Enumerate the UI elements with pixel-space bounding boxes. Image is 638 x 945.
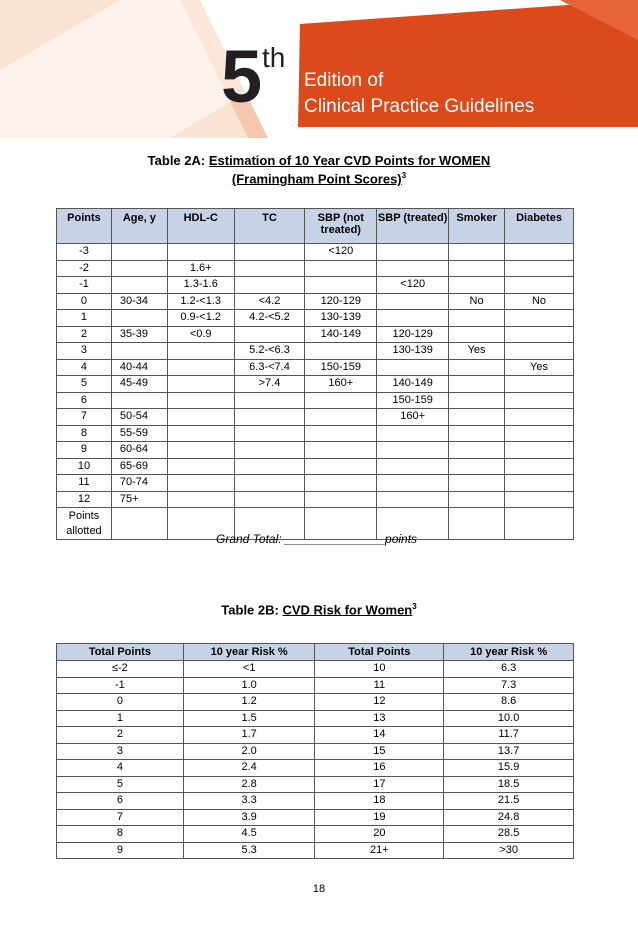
table-cell: -1 (57, 677, 184, 694)
table-row (57, 727, 574, 744)
table-cell (505, 442, 574, 459)
table-cell (505, 392, 574, 409)
table-cell (377, 244, 449, 261)
table-cell (377, 260, 449, 277)
col-header: Total Points (315, 644, 444, 661)
table-cell (305, 277, 377, 294)
table-cell (305, 442, 377, 459)
table-cell (234, 409, 305, 426)
table-cell: 50-54 (111, 409, 167, 426)
table-cell (234, 458, 305, 475)
table2b (56, 643, 574, 859)
table-cell: 11.7 (444, 727, 574, 744)
table-cell: 150-159 (377, 392, 449, 409)
table-row (57, 661, 574, 678)
table-cell: 12 (57, 491, 112, 508)
table-cell: 160+ (305, 376, 377, 393)
table-cell (167, 392, 234, 409)
table-cell: 45-49 (111, 376, 167, 393)
table-cell (167, 475, 234, 492)
table-cell: 8 (57, 425, 112, 442)
table-cell (234, 244, 305, 261)
table-row (57, 809, 574, 826)
table-row (57, 842, 574, 859)
table-cell: 40-44 (111, 359, 167, 376)
table-cell: 7 (57, 409, 112, 426)
table2b-title-main: CVD Risk for Women (282, 602, 413, 618)
table-row (57, 475, 574, 492)
table2a-title-sub: (Framingham Point Scores) (231, 171, 402, 187)
table-cell (111, 277, 167, 294)
table-cell (234, 491, 305, 508)
table-cell: 0.9-<1.2 (167, 310, 234, 327)
table-cell (505, 343, 574, 360)
table-cell (449, 277, 505, 294)
points-allotted-label: Points allotted (57, 508, 112, 540)
table-cell (111, 343, 167, 360)
table-cell (505, 244, 574, 261)
table-cell: 0 (57, 293, 112, 310)
table-cell: <4.2 (234, 293, 305, 310)
table-cell: 120-129 (305, 293, 377, 310)
table-cell (234, 326, 305, 343)
table2a (56, 208, 574, 540)
edition-number: 5 (221, 35, 261, 118)
col-header: TC (234, 209, 305, 244)
edition-line2: Clinical Practice Guidelines (304, 96, 535, 117)
table-cell (167, 359, 234, 376)
page-number: 18 (312, 883, 326, 895)
table-cell: 75+ (111, 491, 167, 508)
table-row (57, 442, 574, 459)
table-cell: 4 (57, 760, 184, 777)
table-cell: 3 (57, 743, 184, 760)
table2a-header-row (57, 209, 574, 244)
table-cell (305, 491, 377, 508)
table-cell (505, 475, 574, 492)
table-cell: 130-139 (305, 310, 377, 327)
table-cell: 70-74 (111, 475, 167, 492)
table-cell: 160+ (377, 409, 449, 426)
table-cell (377, 475, 449, 492)
table-row (57, 343, 574, 360)
table-cell: 9 (57, 842, 184, 859)
table-cell: 140-149 (377, 376, 449, 393)
edition-line1: Edition of (304, 70, 384, 91)
table-cell: 8.6 (444, 694, 574, 711)
table-cell (449, 458, 505, 475)
table-cell (111, 392, 167, 409)
table-cell (505, 458, 574, 475)
table-cell (505, 260, 574, 277)
table-cell (111, 508, 167, 540)
table-cell (449, 409, 505, 426)
table-cell: 1.5 (183, 710, 315, 727)
table-cell: <0.9 (167, 326, 234, 343)
table2b-header-row (57, 644, 574, 661)
table-cell: 60-64 (111, 442, 167, 459)
table-cell (505, 491, 574, 508)
table-row (57, 260, 574, 277)
table-cell: 1.6+ (167, 260, 234, 277)
table-cell (234, 442, 305, 459)
table-cell: 6 (57, 793, 184, 810)
col-header: HDL-C (167, 209, 234, 244)
table-cell: 3 (57, 343, 112, 360)
col-header: Points (57, 209, 112, 244)
table-cell: 120-129 (377, 326, 449, 343)
table-cell (305, 458, 377, 475)
table-cell: 1 (57, 310, 112, 327)
table-cell: 2 (57, 727, 184, 744)
table-cell (167, 409, 234, 426)
table-row (57, 694, 574, 711)
table-cell: 10.0 (444, 710, 574, 727)
table-cell: 6 (57, 392, 112, 409)
table-cell: 5.2-<6.3 (234, 343, 305, 360)
table-cell: 12 (315, 694, 444, 711)
table-cell: ≤-2 (57, 661, 184, 678)
table-cell: >7.4 (234, 376, 305, 393)
table-cell (377, 491, 449, 508)
table-cell (377, 359, 449, 376)
table-cell: 1.0 (183, 677, 315, 694)
table-cell: 65-69 (111, 458, 167, 475)
table-row (57, 793, 574, 810)
grand-total: Grand Total: _______________points (216, 532, 418, 546)
table-cell: 14 (315, 727, 444, 744)
col-header: Diabetes (505, 209, 574, 244)
table-cell: 18.5 (444, 776, 574, 793)
table-cell: -2 (57, 260, 112, 277)
table-cell: 30-34 (111, 293, 167, 310)
table-cell: >30 (444, 842, 574, 859)
table-cell: 24.8 (444, 809, 574, 826)
table-cell (449, 442, 505, 459)
table-cell: Yes (449, 343, 505, 360)
table-cell (167, 491, 234, 508)
table-cell: Yes (505, 359, 574, 376)
table2b-title (0, 602, 638, 617)
table-row (57, 458, 574, 475)
table-cell: 6.3 (444, 661, 574, 678)
table-cell: 3.3 (183, 793, 315, 810)
table-cell: 11 (315, 677, 444, 694)
table-cell: 16 (315, 760, 444, 777)
table2a-title-line2 (0, 171, 638, 186)
table2a-title-ref: 3 (401, 171, 407, 180)
table-cell (505, 508, 574, 540)
table-cell (505, 376, 574, 393)
col-header: Total Points (57, 644, 184, 661)
table-cell (377, 310, 449, 327)
table-cell (377, 293, 449, 310)
table-cell: 4 (57, 359, 112, 376)
table-cell (167, 343, 234, 360)
table2a-title-prefix: Table 2A: (147, 153, 209, 168)
table-cell (449, 475, 505, 492)
table-cell: 4.5 (183, 826, 315, 843)
table2b-title-prefix: Table 2B: (221, 602, 283, 618)
table-cell (234, 277, 305, 294)
table-cell: 21+ (315, 842, 444, 859)
table2b-body (57, 661, 574, 859)
table-cell (167, 425, 234, 442)
table-cell: <120 (305, 244, 377, 261)
table-row (57, 776, 574, 793)
table-cell (111, 244, 167, 261)
table-row (57, 760, 574, 777)
table-cell (305, 343, 377, 360)
table-cell (167, 442, 234, 459)
table-row (57, 310, 574, 327)
table2a-body (57, 244, 574, 540)
table-cell: 2 (57, 326, 112, 343)
table-row (57, 710, 574, 727)
table-cell (449, 392, 505, 409)
table-cell (305, 425, 377, 442)
table-cell (305, 409, 377, 426)
table-cell: 2.0 (183, 743, 315, 760)
table-cell (111, 310, 167, 327)
table-cell: 15.9 (444, 760, 574, 777)
table-cell (377, 458, 449, 475)
col-header: SBP (treated) (377, 209, 449, 244)
table-cell (234, 425, 305, 442)
table2a-title-main: Estimation of 10 Year CVD Points for WOMEN (208, 153, 491, 168)
table-cell: 1.2 (183, 694, 315, 711)
table-cell: 5 (57, 776, 184, 793)
table-row (57, 293, 574, 310)
table-row (57, 392, 574, 409)
table-cell: 6.3-<7.4 (234, 359, 305, 376)
table-cell (449, 326, 505, 343)
col-header: Smoker (449, 209, 505, 244)
table-cell: 0 (57, 694, 184, 711)
table-cell (167, 458, 234, 475)
table-cell (505, 326, 574, 343)
table-cell (449, 359, 505, 376)
table-cell: 130-139 (377, 343, 449, 360)
table-row (57, 244, 574, 261)
table-cell: 2.8 (183, 776, 315, 793)
table-row (57, 677, 574, 694)
table-cell: 20 (315, 826, 444, 843)
table-cell: 18 (315, 793, 444, 810)
table-cell (305, 392, 377, 409)
table-cell: 1.7 (183, 727, 315, 744)
table-cell (505, 277, 574, 294)
table-row (57, 743, 574, 760)
table-cell: No (505, 293, 574, 310)
table-cell (449, 244, 505, 261)
col-header: Age, y (111, 209, 167, 244)
table-cell: 7.3 (444, 677, 574, 694)
table-cell: 11 (57, 475, 112, 492)
table-cell: 5.3 (183, 842, 315, 859)
table-cell: 4.2-<5.2 (234, 310, 305, 327)
table-cell: -3 (57, 244, 112, 261)
table-row (57, 326, 574, 343)
table-cell: 2.4 (183, 760, 315, 777)
table-cell: 10 (57, 458, 112, 475)
table-cell: 3.9 (183, 809, 315, 826)
table-cell (234, 475, 305, 492)
table-row (57, 277, 574, 294)
table-cell: No (449, 293, 505, 310)
col-header: 10 year Risk % (444, 644, 574, 661)
table-cell (234, 260, 305, 277)
table-cell (505, 310, 574, 327)
table-cell (449, 376, 505, 393)
table-row (57, 425, 574, 442)
table-row (57, 409, 574, 426)
table-cell: 7 (57, 809, 184, 826)
table-cell (111, 260, 167, 277)
table-cell: -1 (57, 277, 112, 294)
table-cell (234, 392, 305, 409)
table-cell: 19 (315, 809, 444, 826)
table-row (57, 376, 574, 393)
table-cell (449, 491, 505, 508)
table-cell: 8 (57, 826, 184, 843)
table-cell: 10 (315, 661, 444, 678)
table-cell (305, 260, 377, 277)
col-header: SBP (not treated) (305, 209, 377, 244)
edition-suffix: th (262, 42, 286, 73)
table-cell: 1.3-1.6 (167, 277, 234, 294)
table-cell: 15 (315, 743, 444, 760)
table-cell (449, 260, 505, 277)
table-cell: 13 (315, 710, 444, 727)
table2a-title (0, 153, 638, 168)
table-cell: 150-159 (305, 359, 377, 376)
table-cell (305, 475, 377, 492)
table-cell: 1 (57, 710, 184, 727)
table-cell (167, 244, 234, 261)
table-cell (449, 508, 505, 540)
table-cell: 35-39 (111, 326, 167, 343)
table-cell (167, 376, 234, 393)
table-cell: <1 (183, 661, 315, 678)
table-cell: 5 (57, 376, 112, 393)
table-row (57, 491, 574, 508)
table-cell (505, 425, 574, 442)
table-cell: 55-59 (111, 425, 167, 442)
table-cell (377, 425, 449, 442)
table-cell: 17 (315, 776, 444, 793)
table-cell: 28.5 (444, 826, 574, 843)
table-cell: 9 (57, 442, 112, 459)
table-cell: 21.5 (444, 793, 574, 810)
table2b-title-ref: 3 (412, 602, 417, 611)
table-cell (377, 442, 449, 459)
table-cell: <120 (377, 277, 449, 294)
table-row (57, 826, 574, 843)
table-cell (449, 425, 505, 442)
table-cell: 1.2-<1.3 (167, 293, 234, 310)
table-cell: 140-149 (305, 326, 377, 343)
table-cell: 13.7 (444, 743, 574, 760)
table-row (57, 359, 574, 376)
table-cell (505, 409, 574, 426)
table-cell (449, 310, 505, 327)
col-header: 10 year Risk % (183, 644, 315, 661)
